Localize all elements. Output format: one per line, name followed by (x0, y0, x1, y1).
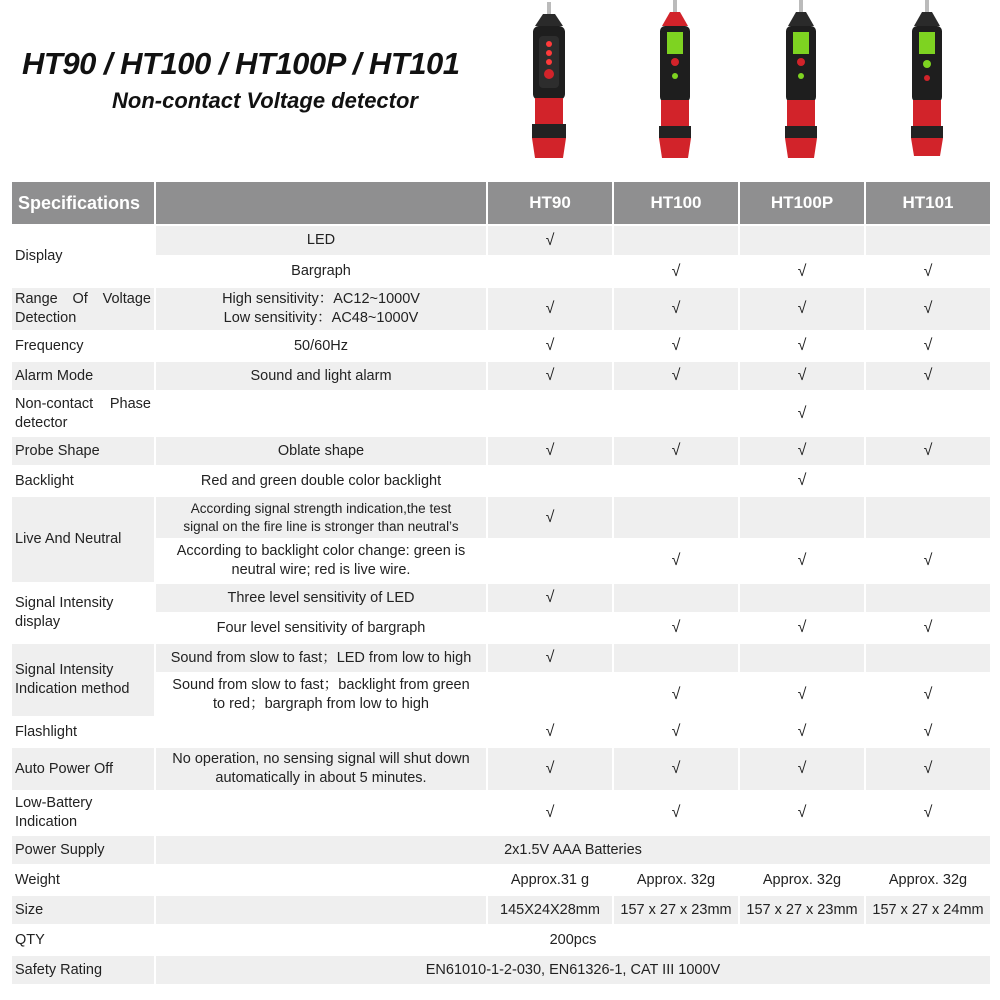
header (0, 0, 1000, 180)
row-label-intensity-method: Signal Intensity Indication method (12, 644, 154, 716)
check-mark: √ (866, 332, 990, 360)
check-mark: √ (740, 288, 864, 330)
row-desc-frequency: 50/60Hz (156, 332, 486, 360)
check-mark: √ (866, 748, 990, 790)
row-label-size: Size (12, 896, 154, 924)
check-mark: √ (488, 718, 612, 746)
size-ht101: 157 x 27 x 24mm (866, 896, 990, 924)
check-mark: √ (614, 540, 738, 582)
row-label-power: Power Supply (12, 836, 154, 864)
row-desc-alarm: Sound and light alarm (156, 362, 486, 390)
check-mark: √ (614, 748, 738, 790)
row-desc-live-1: According signal strength indication,the test signal on the fire line is stronger than neutral’s (156, 497, 486, 538)
check-mark: √ (488, 792, 612, 834)
table-row (12, 540, 990, 582)
row-desc-probe: Oblate shape (156, 437, 486, 465)
size-ht100p: 157 x 27 x 23mm (740, 896, 864, 924)
table-row (12, 288, 990, 330)
table-row (12, 467, 990, 495)
check-mark: √ (740, 437, 864, 465)
description-header (156, 182, 486, 224)
page-title: HT90 / HT100 / HT100P / HT101 (22, 46, 460, 81)
table-row (12, 718, 990, 746)
row-desc-intensity-display-2: Four level sensitivity of bargraph (156, 614, 486, 642)
row-desc-display-led: LED (156, 226, 486, 255)
ht100-pen-image (659, 0, 691, 158)
ht100p-pen-image (785, 0, 817, 158)
check-mark: √ (614, 614, 738, 642)
page-subtitle: Non-contact Voltage detector (112, 88, 418, 113)
row-label-phase: Non-contact Phase detector (12, 392, 154, 435)
row-desc-intensity-method-2: Sound from slow to fast；backlight from green to red；bargraph from low to high (156, 674, 486, 716)
size-ht100: 157 x 27 x 23mm (614, 896, 738, 924)
table-row (12, 614, 990, 642)
table-row (12, 926, 990, 954)
row-label-range: Range Of Voltage Detection (12, 288, 154, 330)
size-ht90: 145X24X28mm (488, 896, 612, 924)
row-label-display: Display (12, 226, 154, 286)
check-mark: √ (866, 674, 990, 716)
check-mark: √ (488, 644, 612, 672)
row-desc-display-bargraph: Bargraph (156, 257, 486, 286)
row-label-frequency: Frequency (12, 332, 154, 360)
check-mark: √ (866, 437, 990, 465)
row-label-intensity-display: Signal Intensity display (12, 584, 154, 642)
check-mark: √ (866, 288, 990, 330)
row-label-safety: Safety Rating (12, 956, 154, 984)
check-mark: √ (614, 437, 738, 465)
row-label-probe: Probe Shape (12, 437, 154, 465)
row-label-weight: Weight (12, 866, 154, 894)
specifications-table (10, 180, 992, 986)
row-desc-intensity-method-1: Sound from slow to fast；LED from low to high (156, 644, 486, 672)
row-desc-backlight: Red and green double color backlight (156, 467, 486, 495)
weight-ht100: Approx. 32g (614, 866, 738, 894)
table-row (12, 226, 990, 255)
row-label-live: Live And Neutral (12, 497, 154, 582)
row-label-backlight: Backlight (12, 467, 154, 495)
specifications-header: Specifications (12, 182, 154, 224)
check-mark: √ (866, 540, 990, 582)
row-value-qty: 200pcs (156, 926, 990, 954)
check-mark: √ (866, 718, 990, 746)
table-row (12, 362, 990, 390)
table-row (12, 497, 990, 538)
row-label-qty: QTY (12, 926, 154, 954)
weight-ht100p: Approx. 32g (740, 866, 864, 894)
row-label-flashlight: Flashlight (12, 718, 154, 746)
model-header-ht101: HT101 (866, 182, 990, 224)
check-mark: √ (740, 718, 864, 746)
check-mark: √ (488, 748, 612, 790)
check-mark: √ (614, 288, 738, 330)
check-mark: √ (866, 257, 990, 286)
check-mark: √ (614, 332, 738, 360)
row-label-low-battery: Low-Battery Indication (12, 792, 154, 834)
check-mark: √ (866, 614, 990, 642)
check-mark: √ (740, 332, 864, 360)
check-mark: √ (740, 392, 864, 435)
table-row (12, 748, 990, 790)
table-row (12, 257, 990, 286)
check-mark: √ (488, 288, 612, 330)
check-mark: √ (740, 614, 864, 642)
check-mark: √ (488, 497, 612, 538)
check-mark: √ (866, 362, 990, 390)
check-mark: √ (488, 437, 612, 465)
row-desc-auto-off: No operation, no sensing signal will shut down automatically in about 5 minutes. (156, 748, 486, 790)
ht90-pen-image (532, 2, 566, 158)
check-mark: √ (740, 748, 864, 790)
check-mark: √ (740, 792, 864, 834)
row-label-alarm: Alarm Mode (12, 362, 154, 390)
table-row (12, 866, 990, 894)
row-value-power: 2x1.5V AAA Batteries (156, 836, 990, 864)
weight-ht90: Approx.31 g (488, 866, 612, 894)
table-header-row (12, 182, 990, 224)
check-mark: √ (866, 792, 990, 834)
check-mark: √ (740, 257, 864, 286)
table-row (12, 792, 990, 834)
check-mark: √ (740, 540, 864, 582)
row-desc-live-2: According to backlight color change: green is neutral wire; red is live wire. (156, 540, 486, 582)
check-mark: √ (614, 718, 738, 746)
check-mark: √ (740, 674, 864, 716)
model-header-ht100: HT100 (614, 182, 738, 224)
check-mark: √ (488, 362, 612, 390)
check-mark: √ (740, 467, 864, 495)
model-header-ht90: HT90 (488, 182, 612, 224)
table-row (12, 896, 990, 924)
row-desc-range: High sensitivity：AC12~1000V Low sensitivity：AC48~1000V (156, 288, 486, 330)
table-row (12, 956, 990, 984)
ht101-pen-image (911, 0, 943, 156)
weight-ht101: Approx. 32g (866, 866, 990, 894)
table-row (12, 392, 990, 435)
check-mark: √ (614, 674, 738, 716)
check-mark: √ (614, 362, 738, 390)
check-mark: √ (614, 792, 738, 834)
table-row (12, 836, 990, 864)
row-label-auto-off: Auto Power Off (12, 748, 154, 790)
product-images (500, 0, 980, 175)
table-row (12, 584, 990, 612)
table-row (12, 437, 990, 465)
table-row (12, 332, 990, 360)
table-row (12, 644, 990, 672)
row-value-safety: EN61010-1-2-030, EN61326-1, CAT III 1000V (156, 956, 990, 984)
check-mark: √ (488, 332, 612, 360)
check-mark: √ (740, 362, 864, 390)
check-mark: √ (614, 257, 738, 286)
table-row (12, 674, 990, 716)
row-desc-intensity-display-1: Three level sensitivity of LED (156, 584, 486, 612)
model-header-ht100p: HT100P (740, 182, 864, 224)
check-mark: √ (488, 584, 612, 612)
check-mark: √ (488, 226, 612, 255)
